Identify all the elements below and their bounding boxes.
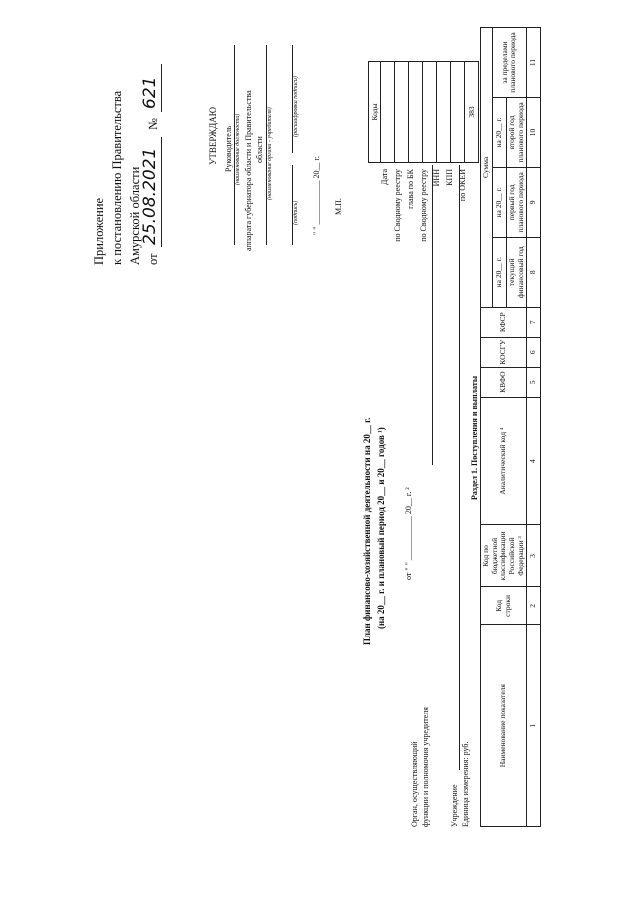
codes-value-registry: [395, 62, 409, 163]
approval-position: Руководитель: [224, 125, 233, 172]
institution-value-line: [459, 165, 460, 770]
institution-label: Учреждение: [450, 784, 459, 827]
col-header-kvfo: КВФО: [481, 367, 527, 397]
codes-label-date: Дата: [380, 169, 389, 185]
codes-label-registry: по Сводному реестру: [393, 169, 402, 242]
col-number: 5: [527, 367, 541, 397]
codes-value-inn: [437, 62, 451, 163]
col-number: 4: [527, 397, 541, 525]
appendix-date-prefix: от: [146, 253, 160, 265]
appendix-date-value: 25.08.2021: [140, 147, 160, 245]
col-header-first-plan-year: первый год планового периода: [506, 167, 526, 237]
plan-date-line: от " " ___________ 20__ г. ²: [404, 487, 413, 580]
col-header-beyond: за пределами планового периода: [492, 28, 527, 98]
col-number: 8: [527, 237, 541, 307]
codes-label-chapter: глава по БК: [406, 169, 415, 209]
col-number: 3: [527, 525, 541, 587]
col-number: 6: [527, 337, 541, 367]
col-number: 9: [527, 167, 541, 237]
unit-label: Единица измерения: руб.: [461, 741, 470, 827]
approval-org-caption: (наименование органа - учредителя): [267, 107, 273, 200]
col-header-code: Код строки: [481, 587, 527, 625]
appendix-number-underline: [161, 64, 162, 112]
organ-label-line2: функции и полномочия учредителя: [421, 707, 430, 827]
approval-org-line1: аппарата губернатора области и Правительства: [244, 90, 253, 251]
codes-value-kpp: [451, 62, 465, 163]
codes-label-kpp: КПП: [445, 169, 454, 186]
col-header-sum: Сумма: [481, 28, 493, 308]
codes-value-registry2: [423, 62, 437, 163]
approval-decoding-caption: (расшифровка подписи): [293, 76, 299, 137]
col-header-current-year: текущий финансовый год: [506, 237, 526, 307]
appendix-resolution: к постановлению Правительства: [110, 90, 124, 265]
codes-label-okei: по ОКЕИ: [458, 169, 467, 202]
col-header-year2: на 20__ г.: [492, 167, 506, 237]
approval-org-line2: области: [255, 136, 264, 163]
plan-title: План финансово-хозяйственной деятельности на 20__ г.: [362, 417, 372, 645]
codes-header: Коды: [369, 62, 381, 163]
appendix-title: Приложение: [92, 197, 106, 265]
col-number: 7: [527, 307, 541, 337]
appendix-number-value: 621: [140, 76, 160, 109]
organ-value-line: [432, 165, 433, 465]
col-number: 11: [527, 28, 541, 98]
col-number: 1: [527, 625, 541, 827]
col-header-year1: на 20__ г.: [492, 237, 506, 307]
col-header-year3: на 20__ г.: [492, 97, 506, 167]
codes-value-okei: 383: [465, 62, 479, 163]
col-header-kosgu: КОСГУ: [481, 337, 527, 367]
receipts-payments-table: [480, 27, 541, 827]
col-header-kfsr: КФСР: [481, 307, 527, 337]
approval-position-caption: (наименование должности): [235, 113, 241, 185]
col-number: 10: [527, 97, 541, 167]
col-header-second-plan-year: второй год планового периода: [506, 97, 526, 167]
organ-label-line1: Орган, осуществляющий: [410, 741, 419, 827]
codes-value-date: [381, 62, 395, 163]
codes-table: [368, 61, 479, 163]
codes-label-inn: ИНН: [432, 169, 441, 187]
section-title: Раздел 1. Поступления и выплаты: [470, 375, 479, 500]
col-header-name: Наименование показателя: [481, 625, 527, 827]
approval-stamp: М.П.: [334, 198, 343, 215]
approval-date-line: " " ___________ 20__ г.: [312, 156, 321, 235]
col-number: 2: [527, 587, 541, 625]
appendix-region: Амурской области: [128, 166, 142, 265]
appendix-date-underline: [161, 137, 162, 247]
codes-value-chapter: [409, 62, 423, 163]
appendix-number-prefix: №: [146, 118, 160, 130]
col-header-bk: Код по бюджетной классификации Российской Федерации ³: [481, 525, 527, 587]
plan-subtitle: (на 20__ г. и плановый период 20__ и 20__ годов ¹): [376, 427, 386, 629]
approval-title: УТВЕРЖДАЮ: [208, 106, 218, 165]
codes-label-registry2: по Сводному реестру: [419, 169, 428, 242]
col-header-analytic: Аналитический код ⁴: [481, 397, 527, 525]
approval-signature-caption: (подпись): [293, 200, 299, 225]
